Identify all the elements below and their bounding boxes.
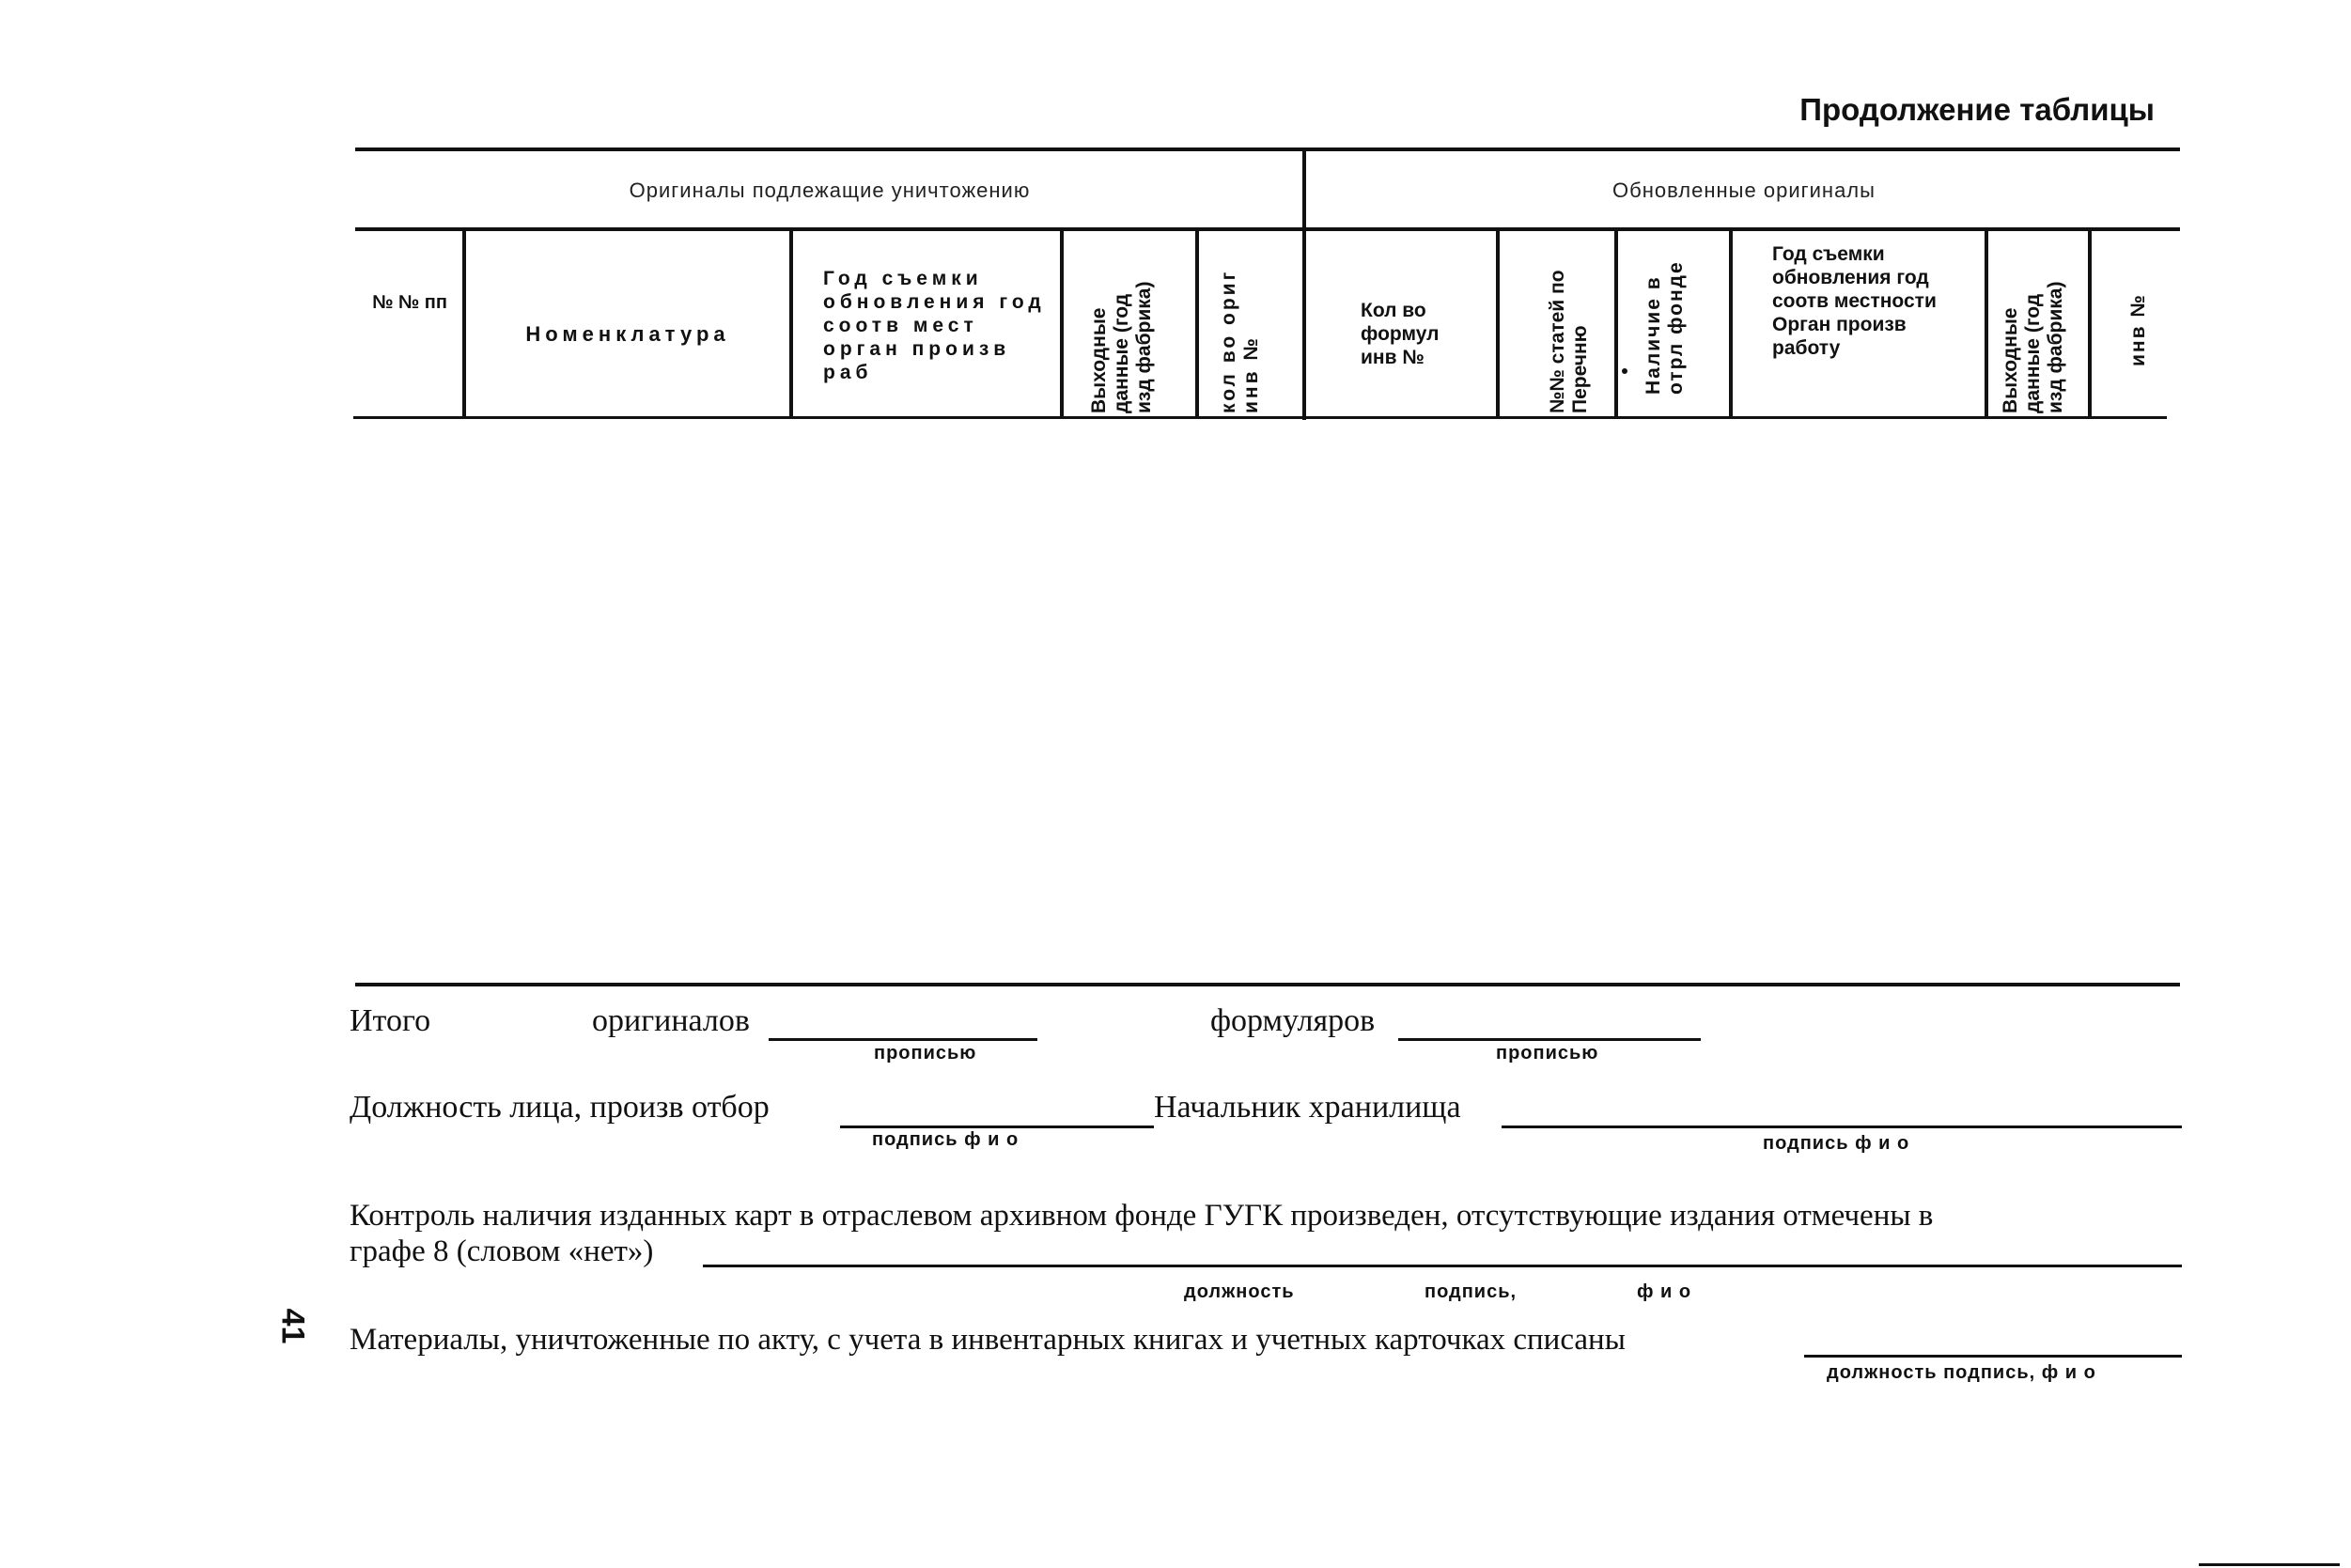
control-position-caption: должность	[1184, 1281, 1295, 1302]
sign-fio-caption-2: подпись ф и о	[1763, 1133, 1910, 1154]
in-words-caption-1: прописью	[874, 1043, 977, 1063]
col-header-year-right: Год съемки обновления год соотв местности Орган произв работу	[1772, 243, 1937, 359]
in-words-caption-2: прописью	[1496, 1043, 1599, 1063]
formulars-label: формуляров	[1210, 1003, 1376, 1038]
col-sep-2	[789, 227, 793, 419]
page-number: 41	[274, 1308, 311, 1344]
bullet-mark	[1622, 368, 1627, 374]
materials-caption: должность подпись, ф и о	[1827, 1362, 2096, 1383]
col-header-count-form: Кол во формул инв №	[1361, 300, 1440, 368]
col-sep-6	[1614, 227, 1618, 419]
col-header-output-right: Выходные данные (год изд фабрика)	[2000, 281, 2066, 413]
group-header-left: Оригиналы подлежащие уничтожению	[629, 179, 1031, 202]
col-sep-9	[2088, 227, 2092, 419]
materials-blank-line	[1804, 1355, 2182, 1358]
position-blank-line	[840, 1126, 1154, 1128]
originals-blank-line	[769, 1038, 1037, 1041]
control-signature-caption: подпись,	[1425, 1281, 1518, 1302]
control-text-line-1: Контроль наличия изданных карт в отраслевом архивном фонде ГУГК произведен, отсутствующие издания отмечены в	[350, 1199, 1934, 1233]
col-header-output-left: Выходные данные (год изд фабрика)	[1088, 281, 1155, 413]
col-header-number: № № пп	[372, 292, 447, 313]
col-header-article: №№ статей по Перечню	[1547, 270, 1591, 413]
head-blank-line	[1502, 1126, 2182, 1128]
col-header-nomenclature: Номенклатура	[525, 322, 730, 346]
control-text-line-2: графе 8 (словом «нет»)	[350, 1234, 654, 1268]
col-sep-4	[1195, 227, 1199, 419]
originals-label: оригиналов	[592, 1003, 750, 1038]
control-fio-caption: ф и о	[1637, 1281, 1692, 1302]
col-sep-8	[1985, 227, 1988, 419]
materials-text: Материалы, уничтоженные по акту, с учета в инвентарных книгах и учетных карточках списаны	[350, 1323, 1626, 1357]
position-label: Должность лица, произв отбор	[350, 1090, 770, 1125]
col-sep-7	[1729, 227, 1733, 419]
control-blank-line	[703, 1265, 2182, 1267]
formulars-blank-line	[1398, 1038, 1701, 1041]
col-header-year-left: Год съемки обновления год соотв мест орган произв раб	[823, 268, 1046, 383]
table-header-bottom-rule	[353, 416, 2167, 419]
col-header-count-left: кол во ориг инв №	[1218, 269, 1262, 413]
group-bottom-rule	[355, 227, 2180, 231]
head-label: Начальник хранилища	[1154, 1090, 1461, 1125]
group-header-right: Обновленные оригиналы	[1612, 179, 1876, 202]
group-divider	[1302, 147, 1306, 420]
table-bottom-rule	[355, 983, 2180, 986]
sign-fio-caption-1: подпись ф и о	[872, 1129, 1020, 1150]
col-sep-5	[1496, 227, 1500, 419]
table-top-rule	[355, 147, 2180, 151]
col-header-inv: инв №	[2127, 293, 2149, 366]
margin-rule	[2199, 1563, 2340, 1566]
col-sep-3	[1060, 227, 1064, 419]
page-title: Продолжение таблицы	[1799, 92, 2155, 127]
col-header-presence: Наличие в отрл фонде	[1643, 260, 1687, 395]
total-label: Итого	[350, 1003, 431, 1038]
